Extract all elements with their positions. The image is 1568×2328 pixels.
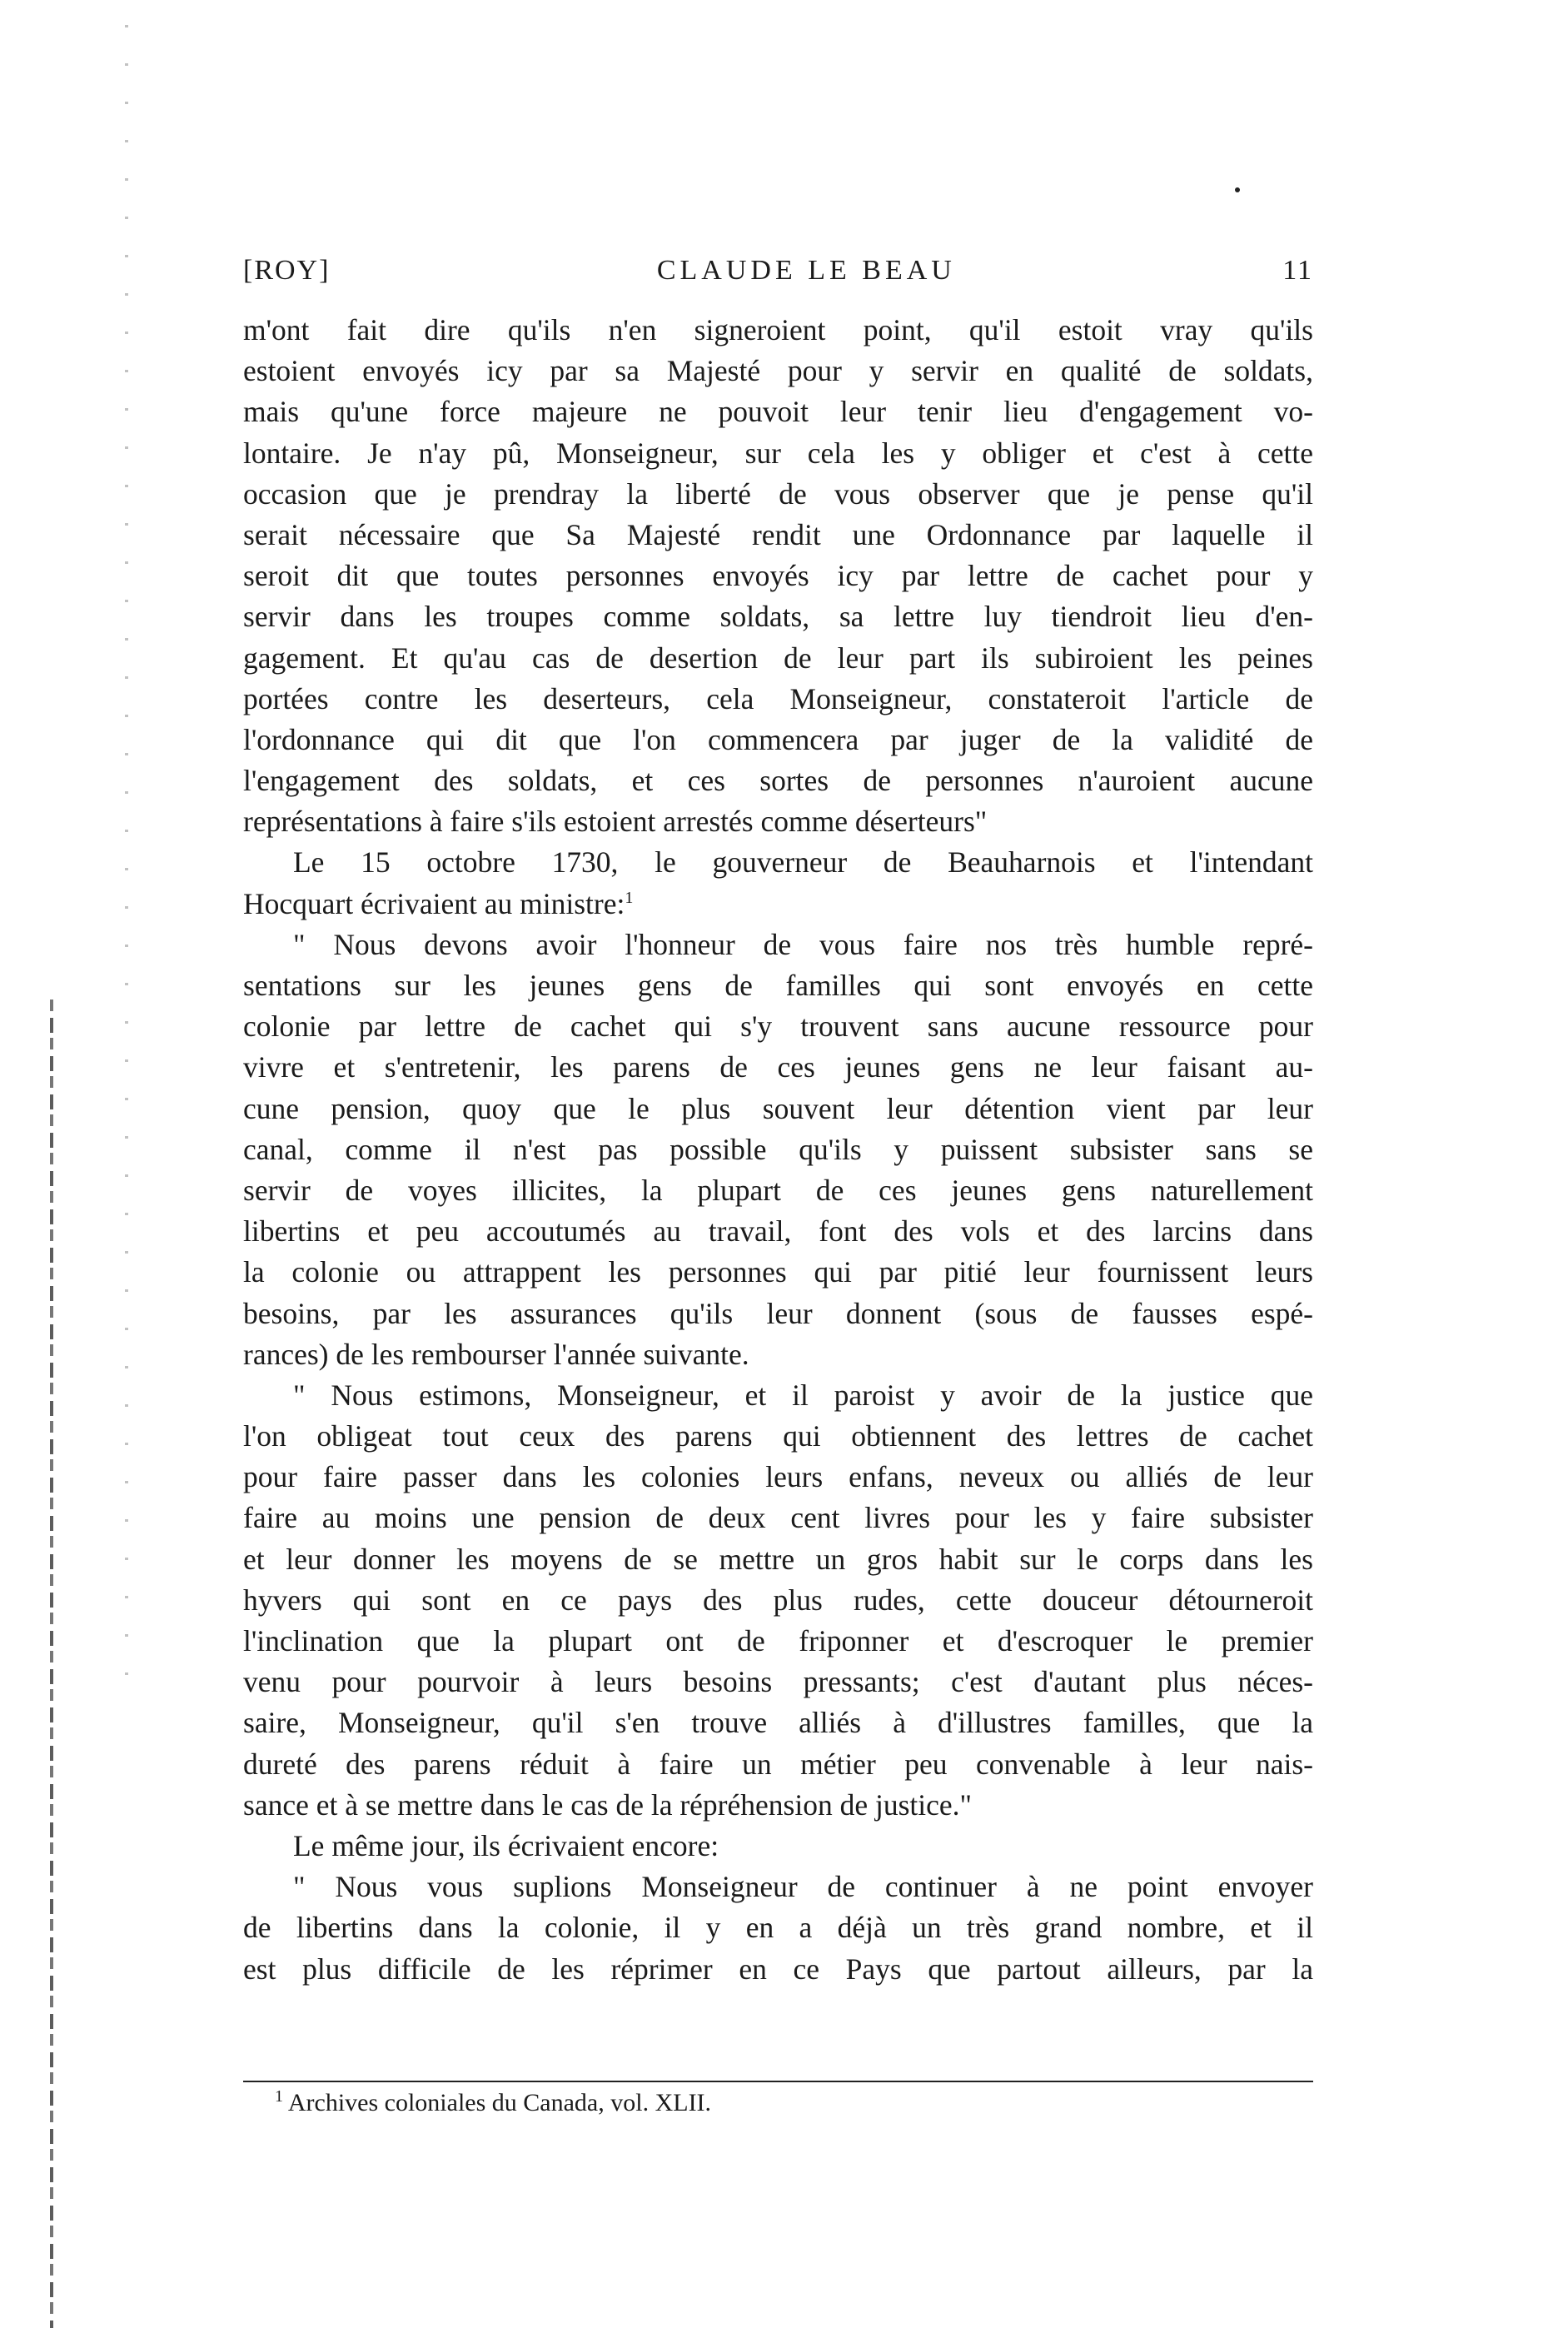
text-line: vivre et s'entretenir, les parens de ces jeunes gens ne leur faisant au-	[243, 1050, 1313, 1084]
text-line: l'ordonnance qui dit que l'on commencera par juger de la validité de	[243, 722, 1313, 756]
text-line: l'engagement des soldats, et ces sortes de personnes n'auroient aucune	[243, 764, 1313, 798]
text-line: la colonie ou attrappent les personnes qui par pitié leur fournissent leurs	[243, 1255, 1313, 1289]
running-head	[243, 255, 1313, 295]
scan-speck	[1235, 187, 1240, 192]
text-line: canal, comme il n'est pas possible qu'ils y puissent subsister sans se	[243, 1132, 1313, 1166]
text-line: sance et à se mettre dans le cas de la répréhension de justice."	[243, 1787, 972, 1822]
text-line: hyvers qui sont en ce pays des plus rudes, cette douceur détourneroit	[243, 1583, 1313, 1617]
text-line: colonie par lettre de cachet qui s'y trouvent sans aucune ressource pour	[243, 1009, 1313, 1044]
text-line: est plus difficile de les réprimer en ce Pays que partout ailleurs, par la	[243, 1952, 1313, 1986]
text-line: représentations à faire s'ils estoient arrestés comme déserteurs"	[243, 805, 988, 839]
footnote	[275, 2086, 1274, 2120]
text-line: serait nécessaire que Sa Majesté rendit une Ordonnance par laquelle il	[243, 517, 1313, 551]
text-line: servir de voyes illicites, la plupart de ces jeunes gens naturellement	[243, 1173, 1313, 1207]
text-line: estoient envoyés icy par sa Majesté pour y servir en qualité de soldats,	[243, 354, 1313, 388]
text-line: gagement. Et qu'au cas de desertion de leur part ils subiroient les peines	[243, 641, 1313, 675]
text-line: sentations sur les jeunes gens de familles qui sont envoyés en cette	[243, 969, 1313, 1002]
scan-binding-edge	[50, 999, 53, 2328]
body-text	[243, 310, 1313, 1990]
footnote-text: Archives coloniales du Canada, vol. XLII.	[287, 2089, 712, 2116]
text-line: faire au moins une pension de deux cent livres pour les y faire subsister	[243, 1501, 1313, 1535]
text-line: seroit dit que toutes personnes envoyés icy par lettre de cachet pour y	[243, 559, 1313, 593]
footnote-marker: 1	[275, 2087, 283, 2106]
paragraph-start: " Nous devons avoir l'honneur de vous faire nos très humble repré-	[293, 927, 1313, 961]
text-line	[243, 884, 1313, 925]
paragraph-start: Le même jour, ils écrivaient encore:	[293, 1828, 719, 1862]
footnote-rule	[243, 2081, 1313, 2082]
text-line: l'on obligeat tout ceux des parens qui obtiennent des lettres de cachet	[243, 1419, 1313, 1453]
text-line: m'ont fait dire qu'ils n'en signeroient point, qu'il estoit vray qu'ils	[243, 313, 1313, 346]
text-line: dureté des parens réduit à faire un métier peu convenable à leur nais-	[243, 1747, 1313, 1781]
footnote-ref: 1	[625, 888, 634, 907]
running-head-left: [ROY]	[243, 255, 331, 286]
text-line: occasion que je prendray la liberté de vous observer que je pense qu'il	[243, 476, 1313, 511]
text-line: mais qu'une force majeure ne pouvoit leur tenir lieu d'engagement vo-	[243, 395, 1313, 429]
text-line: libertins et peu accoutumés au travail, font des vols et des larcins dans	[243, 1214, 1313, 1249]
paragraph-start: " Nous estimons, Monseigneur, et il paroist y avoir de la justice que	[293, 1378, 1313, 1412]
text-line-content: Hocquart écrivaient au ministre:	[243, 886, 625, 920]
text-line: portées contre les deserteurs, cela Monseigneur, constateroit l'article de	[243, 681, 1313, 715]
text-line: de libertins dans la colonie, il y en a déjà un très grand nombre, et il	[243, 1911, 1313, 1945]
page-number: 11	[1282, 255, 1313, 286]
text-line: venu pour pourvoir à leurs besoins pressants; c'est d'autant plus néces-	[243, 1665, 1313, 1699]
text-line: pour faire passer dans les colonies leurs enfans, neveux ou alliés de leur	[243, 1460, 1313, 1494]
text-line: l'inclination que la plupart ont de friponner et d'escroquer le premier	[243, 1624, 1313, 1658]
text-line: cune pension, quoy que le plus souvent leur détention vient par leur	[243, 1091, 1313, 1125]
text-line: lontaire. Je n'ay pû, Monseigneur, sur cela les y obliger et c'est à cette	[243, 436, 1313, 470]
text-line: rances) de les rembourser l'année suivante.	[243, 1337, 749, 1371]
text-line: servir dans les troupes comme soldats, sa lettre luy tiendroit lieu d'en-	[243, 600, 1313, 634]
text-line: saire, Monseigneur, qu'il s'en trouve alliés à d'illustres familles, que la	[243, 1706, 1313, 1740]
scan-margin-dots	[125, 25, 128, 1691]
text-line: et leur donner les moyens de se mettre un gros habit sur le corps dans les	[243, 1542, 1313, 1576]
paragraph-start: Le 15 octobre 1730, le gouverneur de Beauharnois et l'intendant	[293, 845, 1313, 880]
paragraph-start: " Nous vous suplions Monseigneur de continuer à ne point envoyer	[293, 1870, 1313, 1904]
text-line: besoins, par les assurances qu'ils leur donnent (sous de fausses espé-	[243, 1296, 1313, 1330]
running-head-title: CLAUDE LE BEAU	[656, 255, 956, 286]
